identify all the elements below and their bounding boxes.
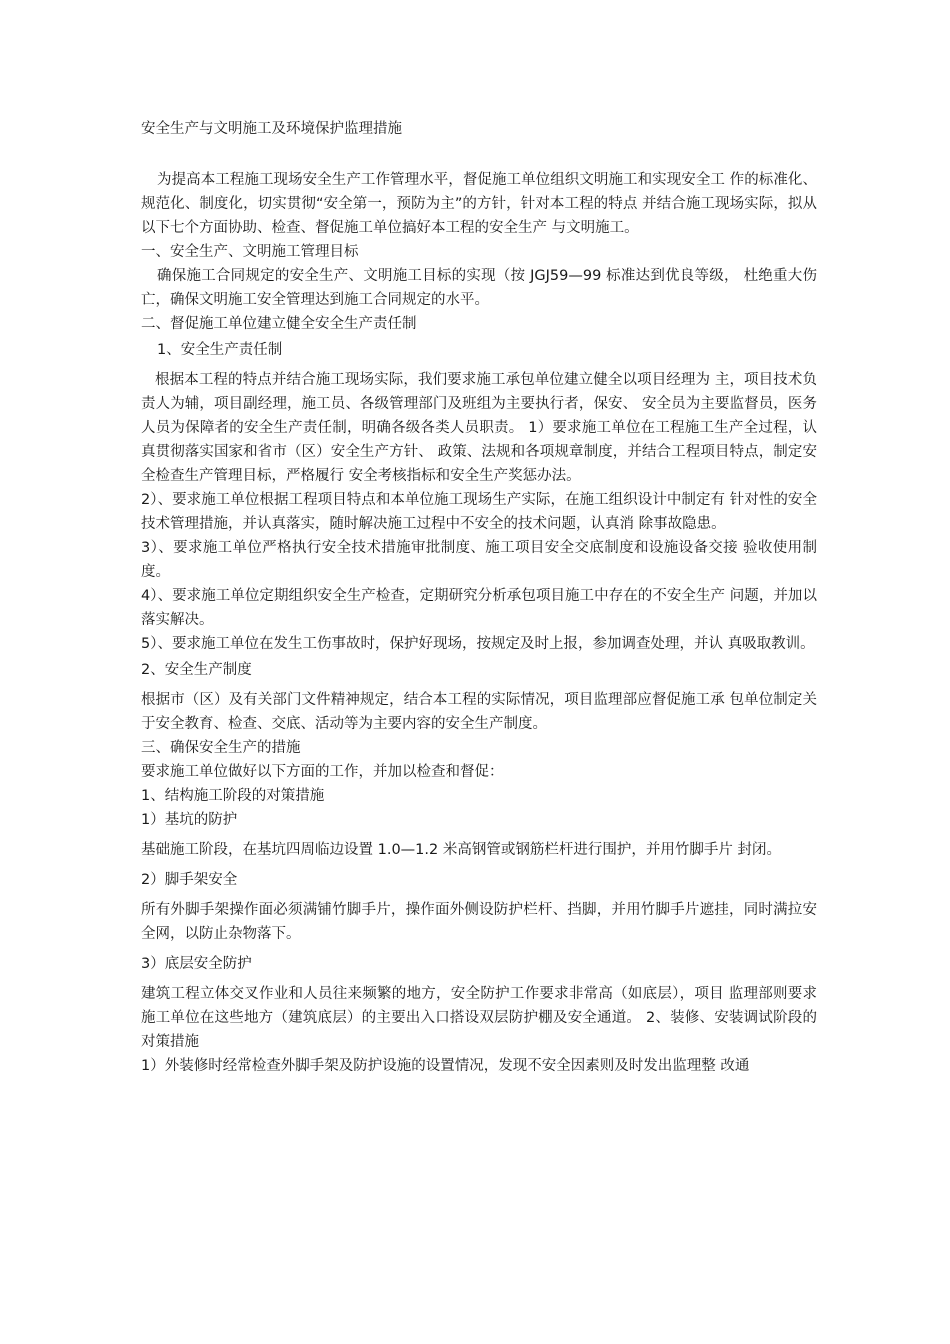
document-body [141, 117, 817, 1078]
section-2-subheading-1: 1、安全生产责任制 [157, 342, 283, 358]
intro-paragraph: 为提高本工程施工现场安全生产工作管理水平，督促施工单位组织文明施工和实现安全工 作的标准化、规范化、制度化，切实贯彻“安全第一，预防为主”的方针，针对本工程的特点 并结合施工现场实际，拟从以下七个方面协助、检查、督促施工单位搞好本工程的安全生产 与文明施工。 [141, 172, 817, 236]
section-2-sub-1-body: 根据本工程的特点并结合施工现场实际，我们要求施工承包单位建立健全以项目经理为 主，项目技术负责人为辅，项目副经理，施工员、各级管理部门及班组为主要执行者，保安、 安全员为主要监督员，医务人员为保障者的安全生产责任制，明确各级各类人员职责。 1）要求施工单位在工程施工生产全过程，认真贯彻落实国家和省市（区）安全生产方针、 政策、法规和各项规章制度，并结合工程项目特点，制定安全检查生产管理目标，严格履行 安全考核指标和安全生产奖惩办法。 [141, 372, 817, 484]
section-3-heading: 三、确保安全生产的措施 [141, 740, 301, 756]
section-2-sub-2-body: 根据市（区）及有关部门文件精神规定，结合本工程的实际情况，项目监理部应督促施工承 包单位制定关于安全教育、检查、交底、活动等为主要内容的安全生产制度。 [141, 692, 817, 732]
section-1-heading: 一、安全生产、文明施工管理目标 [141, 244, 359, 260]
section-3-item-3-heading: 3）底层安全防护 [141, 956, 252, 972]
section-3-item-2-heading: 2）脚手架安全 [141, 872, 238, 888]
section-3-subheading-1: 1、结构施工阶段的对策措施 [141, 788, 325, 804]
section-3-sub-2-item-1: 1）外装修时经常检查外脚手架及防护设施的设置情况，发现不安全因素则及时发出监理整 改通 [141, 1058, 750, 1074]
section-3-item-2-body: 所有外脚手架操作面必须满铺竹脚手片，操作面外侧设防护栏杆、挡脚，并用竹脚手片遮挂，同时满拉安全网，以防止杂物落下。 [141, 902, 817, 942]
list-item-3: 3）、要求施工单位严格执行安全技术措施审批制度、施工项目安全交底制度和设施设备交接 验收使用制度。 [141, 540, 817, 580]
list-item-2: 2）、要求施工单位根据工程项目特点和本单位施工现场生产实际，在施工组织设计中制定有 针对性的安全技术管理措施，并认真落实，随时解决施工过程中不安全的技术问题，认真消 除事故隐患。 [141, 492, 817, 532]
list-item-5: 5）、要求施工单位在发生工伤事故时，保护好现场，按规定及时上报，参加调查处理，并认 真吸取教训。 [141, 636, 815, 652]
section-3-item-1-heading: 1）基坑的防护 [141, 812, 238, 828]
document-title: 安全生产与文明施工及环境保护监理措施 [141, 121, 402, 137]
section-2-heading: 二、督促施工单位建立健全安全生产责任制 [141, 316, 417, 332]
section-3-intro: 要求施工单位做好以下方面的工作，并加以检查和督促： [141, 764, 504, 780]
list-item-4: 4）、要求施工单位定期组织安全生产检查，定期研究分析承包项目施工中存在的不安全生产 问题，并加以落实解决。 [141, 588, 817, 628]
section-3-item-3-body: 建筑工程立体交叉作业和人员往来频繁的地方，安全防护工作要求非常高（如底层），项目 监理部则要求施工单位在这些地方（建筑底层）的主要出入口搭设双层防护棚及安全通道。 2、装修、安装调试阶段的对策措施 [141, 986, 817, 1050]
section-1-body: 确保施工合同规定的安全生产、文明施工目标的实现（按 JGJ59—99 标准达到优良等级， 杜绝重大伤亡，确保文明施工安全管理达到施工合同规定的水平。 [141, 268, 817, 308]
section-3-item-1-body: 基础施工阶段，在基坑四周临边设置 1.0—1.2 米高钢管或钢筋栏杆进行围护，并用竹脚手片 封闭。 [141, 842, 781, 858]
section-2-subheading-2: 2、安全生产制度 [141, 662, 252, 678]
